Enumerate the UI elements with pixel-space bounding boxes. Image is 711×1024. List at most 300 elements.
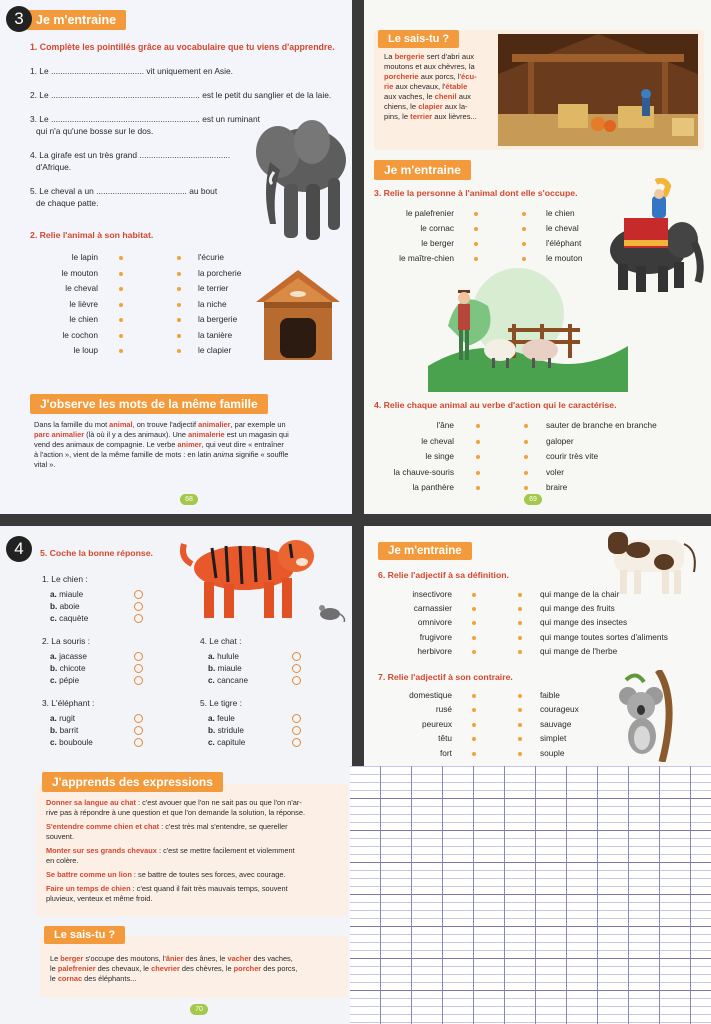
match-right-label: le mouton bbox=[546, 253, 583, 263]
match-left-label: le cochon bbox=[62, 329, 98, 340]
expression-term: Donner sa langue au chat bbox=[46, 798, 136, 807]
saistu-keyword: porcherie bbox=[384, 72, 419, 81]
match-dot-left bbox=[472, 737, 476, 741]
match-right-label: le terrier bbox=[198, 283, 229, 293]
expression-line bbox=[46, 808, 305, 818]
q1-item-line bbox=[30, 90, 331, 100]
q1-item-text: 5. Le cheval a un bbox=[30, 186, 97, 196]
match-left-label: insectivore bbox=[412, 589, 452, 599]
q5-option-letter: c. bbox=[208, 676, 218, 685]
saistu-keyword: berger bbox=[60, 954, 84, 963]
match-dot-right bbox=[518, 752, 522, 756]
family-text: vital ». bbox=[34, 460, 56, 469]
match-left-label: fort bbox=[440, 747, 452, 758]
match-dot-right bbox=[518, 694, 522, 698]
expression-line bbox=[46, 884, 288, 894]
q5-option-text: pépie bbox=[59, 676, 80, 685]
q5-checkbox[interactable] bbox=[292, 652, 301, 661]
match-right bbox=[198, 252, 224, 262]
q5-option bbox=[208, 714, 235, 723]
expression-line bbox=[46, 822, 288, 832]
q5-option-text: hulule bbox=[217, 652, 239, 661]
match-left-label: le palefrenier bbox=[406, 208, 454, 218]
match-dot-left bbox=[472, 752, 476, 756]
match-dot-right bbox=[522, 212, 526, 216]
family-text: à l'action », vient de la même famille de mots : en latin bbox=[34, 450, 214, 459]
family-keyword: parc animalier bbox=[34, 430, 85, 439]
saistu-text: des chevaux, le bbox=[95, 964, 152, 973]
page-number: 68 bbox=[180, 494, 198, 505]
q5-option-text: aboie bbox=[59, 602, 80, 611]
saistu-line bbox=[384, 82, 467, 92]
q5-option-text: caquète bbox=[59, 614, 89, 623]
match-right-label: qui mange des insectes bbox=[540, 617, 628, 628]
expression-term: Faire un temps de chien bbox=[46, 884, 131, 893]
family-text: signifie « souffle bbox=[233, 450, 289, 459]
q1-item-text: est un ruminant bbox=[199, 114, 260, 124]
match-right bbox=[546, 451, 598, 461]
match-dot-left bbox=[119, 303, 123, 307]
q5-option-letter: a. bbox=[208, 652, 218, 661]
saistu-keyword: porcher bbox=[233, 964, 262, 973]
match-right bbox=[546, 420, 657, 430]
saistu-text: le bbox=[50, 964, 58, 973]
match-left bbox=[376, 617, 452, 627]
match-left bbox=[20, 268, 98, 278]
family-latin: anima bbox=[213, 450, 234, 459]
match-left bbox=[20, 345, 98, 355]
expression-text: souvent. bbox=[46, 832, 74, 841]
match-left-label: le berger bbox=[421, 238, 454, 248]
family-text: , on trouve l'adjectif bbox=[132, 420, 199, 429]
q5-checkbox[interactable] bbox=[134, 726, 143, 735]
saistu-text: aux chevaux, l' bbox=[393, 82, 446, 91]
match-dot-right bbox=[177, 256, 181, 260]
match-dot-right bbox=[524, 440, 528, 444]
q5-checkbox[interactable] bbox=[292, 664, 301, 673]
match-dot-left bbox=[472, 607, 476, 611]
match-dot-left bbox=[476, 486, 480, 490]
match-left bbox=[374, 451, 454, 461]
match-right bbox=[546, 436, 574, 446]
q1-title: 1. Complète les pointillés grâce au vocabulaire que tu viens d'apprendre. bbox=[30, 42, 335, 52]
q5-option bbox=[208, 738, 245, 747]
expression-line bbox=[46, 846, 295, 856]
saistu-keyword: chevrier bbox=[151, 964, 180, 973]
match-dot-left bbox=[472, 636, 476, 640]
match-right bbox=[540, 589, 619, 599]
shepherd-illustration bbox=[428, 266, 628, 392]
match-dot-left bbox=[474, 227, 478, 231]
family-text: Dans la famille du mot bbox=[34, 420, 110, 429]
match-dot-right bbox=[177, 318, 181, 322]
page-number: 69 bbox=[524, 494, 542, 505]
match-right-label: qui mange de la chair bbox=[540, 589, 620, 599]
saistu-line bbox=[384, 72, 477, 82]
q1-item-line bbox=[30, 150, 230, 160]
seyes-grid-page bbox=[350, 766, 711, 1024]
saistu-line bbox=[384, 102, 468, 112]
q2-title: 2. Relie l'animal à son habitat. bbox=[30, 230, 154, 240]
q5-checkbox[interactable] bbox=[134, 590, 143, 599]
match-left-label: frugivore bbox=[419, 631, 452, 642]
q5-option bbox=[208, 652, 239, 661]
match-right bbox=[540, 632, 668, 642]
q5-option bbox=[50, 652, 87, 661]
match-right-label: courageux bbox=[540, 704, 579, 715]
q1-item-line bbox=[30, 114, 260, 124]
match-left-label: l'âne bbox=[436, 420, 454, 430]
page-number: 70 bbox=[190, 1004, 208, 1015]
match-left bbox=[374, 238, 454, 248]
q1-item-line bbox=[36, 198, 98, 208]
match-left-label: le mouton bbox=[61, 267, 98, 278]
q5-option-letter: c. bbox=[208, 738, 218, 747]
q5-option-text: barrit bbox=[59, 726, 79, 735]
match-right-label: le cheval bbox=[546, 223, 579, 233]
q5-option-text: feule bbox=[217, 714, 235, 723]
family-banner: J'observe les mots de la même famille bbox=[30, 394, 268, 414]
match-right bbox=[540, 690, 560, 700]
family-line bbox=[34, 420, 344, 430]
q1-blank: ........................................ bbox=[50, 66, 145, 76]
family-text: , qui veut dire « entraîner bbox=[201, 440, 284, 449]
q5-option bbox=[50, 664, 86, 673]
expression-text: : c'est très mal s'entendre, se quereller bbox=[159, 822, 288, 831]
match-dot-left bbox=[476, 471, 480, 475]
saistu-text: aux porcs, l' bbox=[418, 72, 461, 81]
q5-checkbox[interactable] bbox=[292, 714, 301, 723]
match-right bbox=[198, 283, 228, 293]
match-left-label: la chauve-souris bbox=[393, 466, 454, 477]
q5-option-text: stridule bbox=[217, 726, 244, 735]
q5-title: 5. Coche la bonne réponse. bbox=[40, 548, 153, 558]
match-dot-left bbox=[119, 272, 123, 276]
q1-blank: ................................................................ bbox=[50, 114, 200, 124]
q5-option bbox=[50, 714, 75, 723]
doghouse-illustration bbox=[256, 268, 340, 362]
match-left-label: têtu bbox=[438, 733, 452, 744]
q1-item-line bbox=[36, 126, 153, 136]
match-right-label: braire bbox=[546, 482, 568, 492]
q1-item-text: qui n'a qu'une bosse sur le dos. bbox=[36, 126, 154, 136]
q1-blank: ....................................... bbox=[96, 186, 187, 196]
match-left bbox=[20, 330, 98, 340]
q5-option-text: chicote bbox=[59, 664, 86, 673]
match-right bbox=[198, 268, 241, 278]
match-right bbox=[546, 482, 567, 492]
family-keyword: animal bbox=[109, 420, 133, 429]
q1-item-line bbox=[30, 66, 233, 76]
match-dot-left bbox=[472, 723, 476, 727]
q5-option-letter: a. bbox=[50, 714, 60, 723]
saistu-text: moutons et aux chèvres, la bbox=[384, 62, 475, 71]
match-right-label: sauter de branche en branche bbox=[546, 420, 657, 430]
q5-checkbox[interactable] bbox=[134, 714, 143, 723]
match-right-label: l'éléphant bbox=[546, 238, 582, 248]
q5-checkbox[interactable] bbox=[292, 738, 301, 747]
match-dot-right bbox=[177, 287, 181, 291]
match-left bbox=[376, 603, 452, 613]
saistu-line bbox=[384, 62, 475, 72]
q5-group-head bbox=[200, 636, 241, 646]
match-right-label: le clapier bbox=[198, 345, 232, 355]
match-right bbox=[540, 733, 566, 743]
saistu-text: La bbox=[384, 52, 395, 61]
q1-item-line bbox=[36, 162, 71, 172]
match-dot-right bbox=[524, 455, 528, 459]
match-right bbox=[540, 646, 617, 656]
q5-option-letter: a. bbox=[50, 652, 60, 661]
q1-item-text: 3. Le bbox=[30, 114, 51, 124]
match-dot-left bbox=[474, 212, 478, 216]
q5-option-text: rugit bbox=[59, 714, 76, 723]
family-line bbox=[34, 460, 344, 470]
match-right bbox=[198, 345, 231, 355]
match-left-label: le chien bbox=[69, 314, 98, 324]
expressions-banner: J'apprends des expressions bbox=[42, 772, 223, 792]
q1-item-line bbox=[30, 186, 217, 196]
saistu-text: le bbox=[50, 974, 58, 983]
q5-checkbox[interactable] bbox=[134, 676, 143, 685]
match-left-label: le singe bbox=[425, 451, 454, 461]
page-70 bbox=[0, 526, 352, 1024]
page-68 bbox=[0, 0, 352, 514]
saistu-keyword: bergerie bbox=[394, 52, 425, 61]
barn-illustration bbox=[498, 34, 698, 146]
q3-title: 3. Relie la personne à l'animal dont elle s'occupe. bbox=[374, 188, 578, 198]
match-left bbox=[374, 467, 454, 477]
match-dot-right bbox=[518, 636, 522, 640]
saistu-keyword: palefrenier bbox=[57, 964, 96, 973]
match-right-label: la porcherie bbox=[198, 267, 242, 278]
q5-option-letter: a. bbox=[50, 590, 60, 599]
q1-item-text: 2. Le bbox=[30, 90, 51, 100]
match-left-label: carnassier bbox=[413, 603, 452, 614]
elephant-illustration bbox=[248, 112, 352, 247]
saistu-line bbox=[384, 52, 474, 62]
q5-option-letter: a. bbox=[208, 714, 218, 723]
match-dot-left bbox=[476, 440, 480, 444]
expression-term: S'entendre comme chien et chat bbox=[46, 822, 160, 831]
saistu-line bbox=[50, 954, 293, 964]
family-line bbox=[34, 440, 344, 450]
expression-text: en colère. bbox=[46, 856, 79, 865]
match-right bbox=[540, 617, 627, 627]
q5-checkbox[interactable] bbox=[134, 738, 143, 747]
match-left bbox=[20, 314, 98, 324]
saistu-text: aux vaches, le bbox=[384, 92, 435, 101]
match-left bbox=[376, 733, 452, 743]
match-right bbox=[546, 253, 582, 263]
match-left-label: herbivore bbox=[417, 645, 452, 656]
saistu-text: des éléphants... bbox=[82, 974, 137, 983]
family-keyword: animalier bbox=[198, 420, 231, 429]
q5-group-head bbox=[42, 574, 88, 584]
q1-item-text: 1. Le bbox=[30, 66, 51, 76]
q5-option-text: jacasse bbox=[59, 652, 87, 661]
q5-head-text: 2. La souris : bbox=[42, 636, 90, 646]
saistu-line bbox=[50, 974, 136, 984]
match-right-label: le chien bbox=[546, 208, 575, 218]
q5-option-text: miaule bbox=[59, 590, 84, 599]
je-mentraine-banner: Je m'entraine bbox=[26, 10, 126, 30]
match-dot-right bbox=[522, 242, 526, 246]
match-dot-left bbox=[472, 593, 476, 597]
match-dot-right bbox=[177, 334, 181, 338]
match-right bbox=[198, 330, 232, 340]
match-left-label: peureux bbox=[422, 718, 452, 729]
match-right bbox=[546, 238, 581, 248]
saistu-keyword: chenil bbox=[434, 92, 457, 101]
match-right-label: qui mange des fruits bbox=[540, 603, 615, 614]
match-left-label: le maître-chien bbox=[399, 253, 454, 263]
match-dot-left bbox=[119, 287, 123, 291]
match-dot-right bbox=[177, 303, 181, 307]
q5-option bbox=[50, 676, 79, 685]
match-left bbox=[374, 223, 454, 233]
match-left bbox=[376, 632, 452, 642]
match-dot-right bbox=[518, 708, 522, 712]
match-right-label: l'écurie bbox=[198, 252, 225, 262]
match-dot-left bbox=[472, 708, 476, 712]
match-dot-left bbox=[472, 621, 476, 625]
q1-blank: ................................................................ bbox=[50, 90, 200, 100]
expression-line bbox=[46, 870, 286, 880]
expression-text: : c'est quand il fait très mauvais temps, souvent bbox=[130, 884, 288, 893]
match-right bbox=[540, 704, 579, 714]
expression-line bbox=[46, 832, 74, 842]
je-mentraine-banner: Je m'entraine bbox=[378, 542, 472, 560]
q5-option-text: miaule bbox=[217, 664, 242, 673]
mouse-illustration bbox=[316, 602, 346, 622]
match-dot-left bbox=[476, 455, 480, 459]
expression-line bbox=[46, 856, 78, 866]
q5-checkbox[interactable] bbox=[134, 614, 143, 623]
match-dot-left bbox=[119, 349, 123, 353]
q1-item-text: de chaque patte. bbox=[36, 198, 99, 208]
match-dot-right bbox=[524, 424, 528, 428]
match-dot-right bbox=[518, 607, 522, 611]
cow-illustration bbox=[604, 526, 708, 596]
q1-blank: ....................................... bbox=[139, 150, 231, 160]
q5-checkbox[interactable] bbox=[292, 726, 301, 735]
q5-checkbox[interactable] bbox=[134, 664, 143, 673]
q5-option-letter: b. bbox=[50, 602, 60, 611]
family-text: est un magasin qui bbox=[224, 430, 289, 439]
expression-text: pluvieux, venteux et même froid. bbox=[46, 894, 153, 903]
q5-checkbox[interactable] bbox=[292, 676, 301, 685]
family-line bbox=[34, 450, 344, 460]
match-left-label: la panthère bbox=[412, 482, 454, 492]
q1-item-text: 4. La girafe est un très grand bbox=[30, 150, 140, 160]
match-left bbox=[374, 482, 454, 492]
match-left-label: le lièvre bbox=[69, 298, 98, 309]
q5-option bbox=[50, 590, 83, 599]
saistu-keyword: écu- bbox=[461, 72, 477, 81]
match-right-label: qui mange de l'herbe bbox=[540, 645, 618, 656]
match-right-label: courir très vite bbox=[546, 451, 599, 461]
match-left bbox=[20, 299, 98, 309]
match-dot-right bbox=[177, 349, 181, 353]
q5-option-text: cancane bbox=[217, 676, 249, 685]
saistu-keyword: clapier bbox=[418, 102, 443, 111]
match-left-label: le lapin bbox=[71, 252, 98, 262]
page-71 bbox=[364, 526, 711, 766]
match-right-label: souple bbox=[540, 747, 565, 758]
saistu-line bbox=[384, 112, 477, 122]
q5-head-text: 1. Le chien : bbox=[42, 574, 88, 584]
match-left-label: domestique bbox=[409, 690, 452, 700]
q5-option bbox=[50, 602, 80, 611]
q5-option bbox=[50, 726, 78, 735]
match-dot-right bbox=[177, 272, 181, 276]
match-right-label: qui mange toutes sortes d'aliments bbox=[540, 631, 668, 642]
saistu-text: des vaches, bbox=[251, 954, 293, 963]
match-right bbox=[546, 467, 564, 477]
match-left bbox=[374, 253, 454, 263]
section-badge: 4 bbox=[6, 536, 32, 562]
match-right-label: la tanière bbox=[198, 329, 233, 340]
saistu-keyword: terrier bbox=[410, 112, 433, 121]
saistu-text: des porcs, bbox=[261, 964, 298, 973]
match-dot-left bbox=[474, 242, 478, 246]
expression-text: : c'est se mettre facilement et violemment bbox=[156, 846, 295, 855]
q4-title: 4. Relie chaque animal au verbe d'action qui le caractérise. bbox=[374, 400, 617, 410]
match-right bbox=[540, 748, 564, 758]
saistu-text: pins, le bbox=[384, 112, 411, 121]
q5-option-letter: b. bbox=[208, 726, 218, 735]
q5-option bbox=[208, 664, 242, 673]
match-dot-right bbox=[524, 486, 528, 490]
match-right-label: simplet bbox=[540, 733, 567, 744]
q5-group-head bbox=[200, 698, 242, 708]
q5-checkbox[interactable] bbox=[134, 652, 143, 661]
match-left bbox=[374, 208, 454, 218]
koala-illustration bbox=[618, 670, 680, 762]
saistu-text: des ânes, le bbox=[183, 954, 228, 963]
match-dot-right bbox=[518, 650, 522, 654]
match-dot-right bbox=[518, 621, 522, 625]
je-mentraine-banner: Je m'entraine bbox=[374, 160, 471, 180]
family-keyword: animalerie bbox=[188, 430, 225, 439]
match-left bbox=[376, 646, 452, 656]
match-right-label: faible bbox=[540, 690, 560, 700]
match-dot-right bbox=[522, 257, 526, 261]
saistu-banner: Le sais-tu ? bbox=[378, 30, 459, 48]
q5-option-letter: b. bbox=[50, 664, 60, 673]
match-right bbox=[546, 208, 575, 218]
match-right bbox=[540, 719, 571, 729]
family-text: (là où il y a des animaux). Une bbox=[84, 430, 189, 439]
q1-item-text: d'Afrique. bbox=[36, 162, 72, 172]
match-dot-right bbox=[518, 593, 522, 597]
saistu-text: aux la- bbox=[442, 102, 468, 111]
match-dot-left bbox=[119, 334, 123, 338]
q5-option-letter: b. bbox=[208, 664, 218, 673]
saistu-text: des chèvres, le bbox=[179, 964, 234, 973]
q5-head-text: 4. Le chat : bbox=[200, 636, 242, 646]
match-left-label: le cheval bbox=[421, 435, 454, 446]
match-dot-right bbox=[522, 227, 526, 231]
q5-option-letter: c. bbox=[50, 738, 60, 747]
q6-title: 6. Relie l'adjectif à sa définition. bbox=[378, 570, 509, 580]
tiger-illustration bbox=[178, 528, 322, 622]
q5-checkbox[interactable] bbox=[134, 602, 143, 611]
match-dot-left bbox=[119, 256, 123, 260]
match-dot-left bbox=[476, 424, 480, 428]
saistu-text: chiens, le bbox=[384, 102, 419, 111]
